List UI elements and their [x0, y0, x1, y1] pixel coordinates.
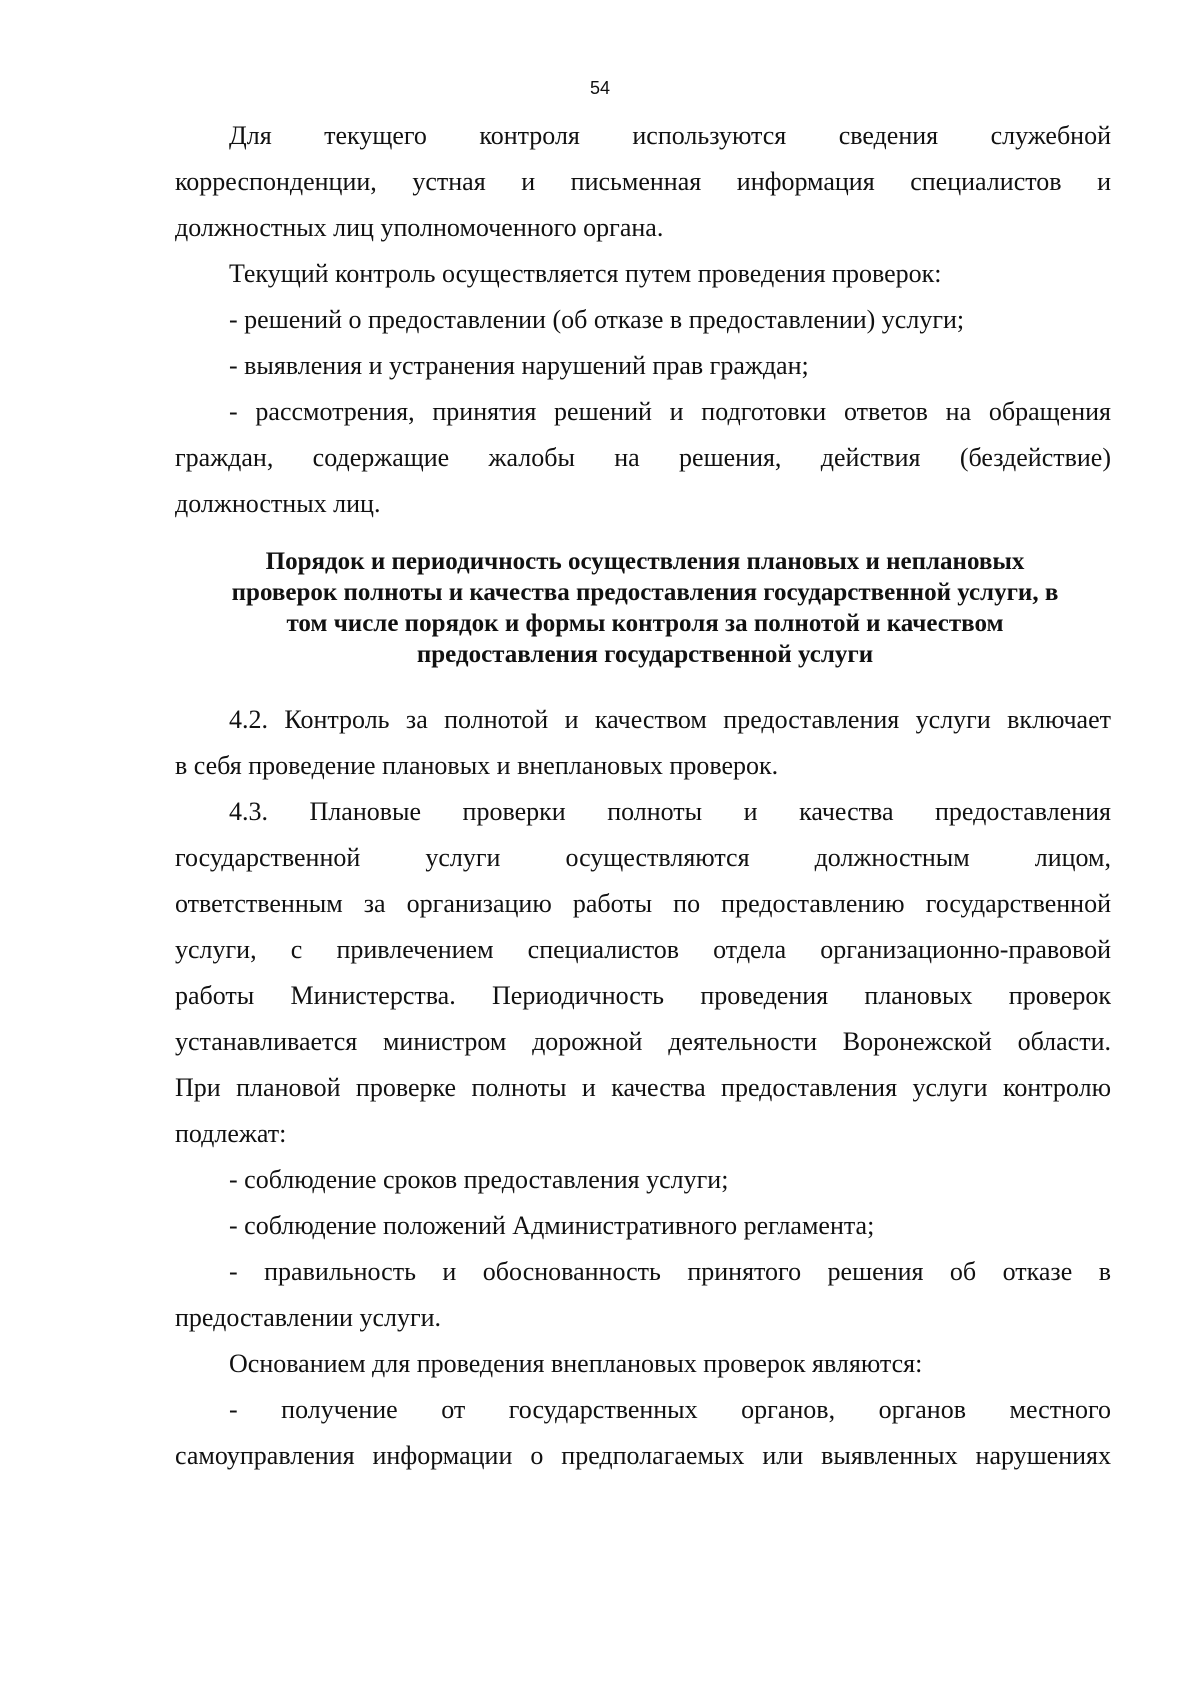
planned-item-regulation: - соблюдение положений Административного регламента; — [229, 1211, 875, 1240]
current-control-intro: Текущий контроль осуществляется путем проведения проверок: — [229, 259, 942, 288]
text-line: Для текущего контроля используются сведения служебной — [229, 121, 1111, 150]
text-line: При плановой проверке полноты и качества предоставления услуги контролю — [175, 1073, 1111, 1102]
text-line: - правильность и обоснованность принятого решения об отказе в — [229, 1257, 1111, 1286]
text-line: услуги, с привлечением специалистов отдела организационно-правовой — [175, 935, 1111, 964]
text-line: - получение от государственных органов, органов местного — [229, 1395, 1111, 1424]
check-item-violations: - выявления и устранения нарушений прав граждан; — [229, 351, 809, 380]
text-line: граждан, содержащие жалобы на решения, действия (бездействие) — [175, 443, 1111, 472]
unplanned-intro: Основанием для проведения внеплановых проверок являются: — [229, 1349, 923, 1378]
planned-item-deadlines: - соблюдение сроков предоставления услуги; — [229, 1165, 729, 1194]
text-line: предоставлении услуги. — [175, 1303, 442, 1332]
text-line: должностных лиц. — [175, 489, 381, 518]
text-line: ответственным за организацию работы по предоставлению государственной — [175, 889, 1111, 918]
heading-line: том числе порядок и формы контроля за полнотой и качеством — [286, 610, 1004, 637]
text-line: - рассмотрения, принятия решений и подготовки ответов на обращения — [229, 397, 1111, 426]
heading-line: проверок полноты и качества предоставления государственной услуги, в — [231, 579, 1059, 606]
page-number: 54 — [589, 78, 611, 98]
text-line: 4.3. Плановые проверки полноты и качества предоставления — [229, 797, 1111, 826]
heading-line: предоставления государственной услуги — [416, 641, 874, 668]
text-line: 4.2. Контроль за полнотой и качеством предоставления услуги включает — [229, 705, 1111, 734]
text-line: в себя проведение плановых и внеплановых проверок. — [175, 751, 779, 780]
text-line: должностных лиц уполномоченного органа. — [175, 213, 664, 242]
check-item-decisions: - решений о предоставлении (об отказе в предоставлении) услуги; — [229, 305, 965, 334]
text-line: корреспонденции, устная и письменная информация специалистов и — [175, 167, 1111, 196]
text-line: самоуправления информации о предполагаемых или выявленных нарушениях — [175, 1441, 1111, 1470]
heading-line: Порядок и периодичность осуществления плановых и неплановых — [265, 548, 1025, 575]
text-line: подлежат: — [175, 1119, 287, 1148]
text-line: государственной услуги осуществляются должностным лицом, — [175, 843, 1111, 872]
text-line: работы Министерства. Периодичность проведения плановых проверок — [175, 981, 1111, 1010]
text-line: устанавливается министром дорожной деятельности Воронежской области. — [175, 1027, 1111, 1056]
